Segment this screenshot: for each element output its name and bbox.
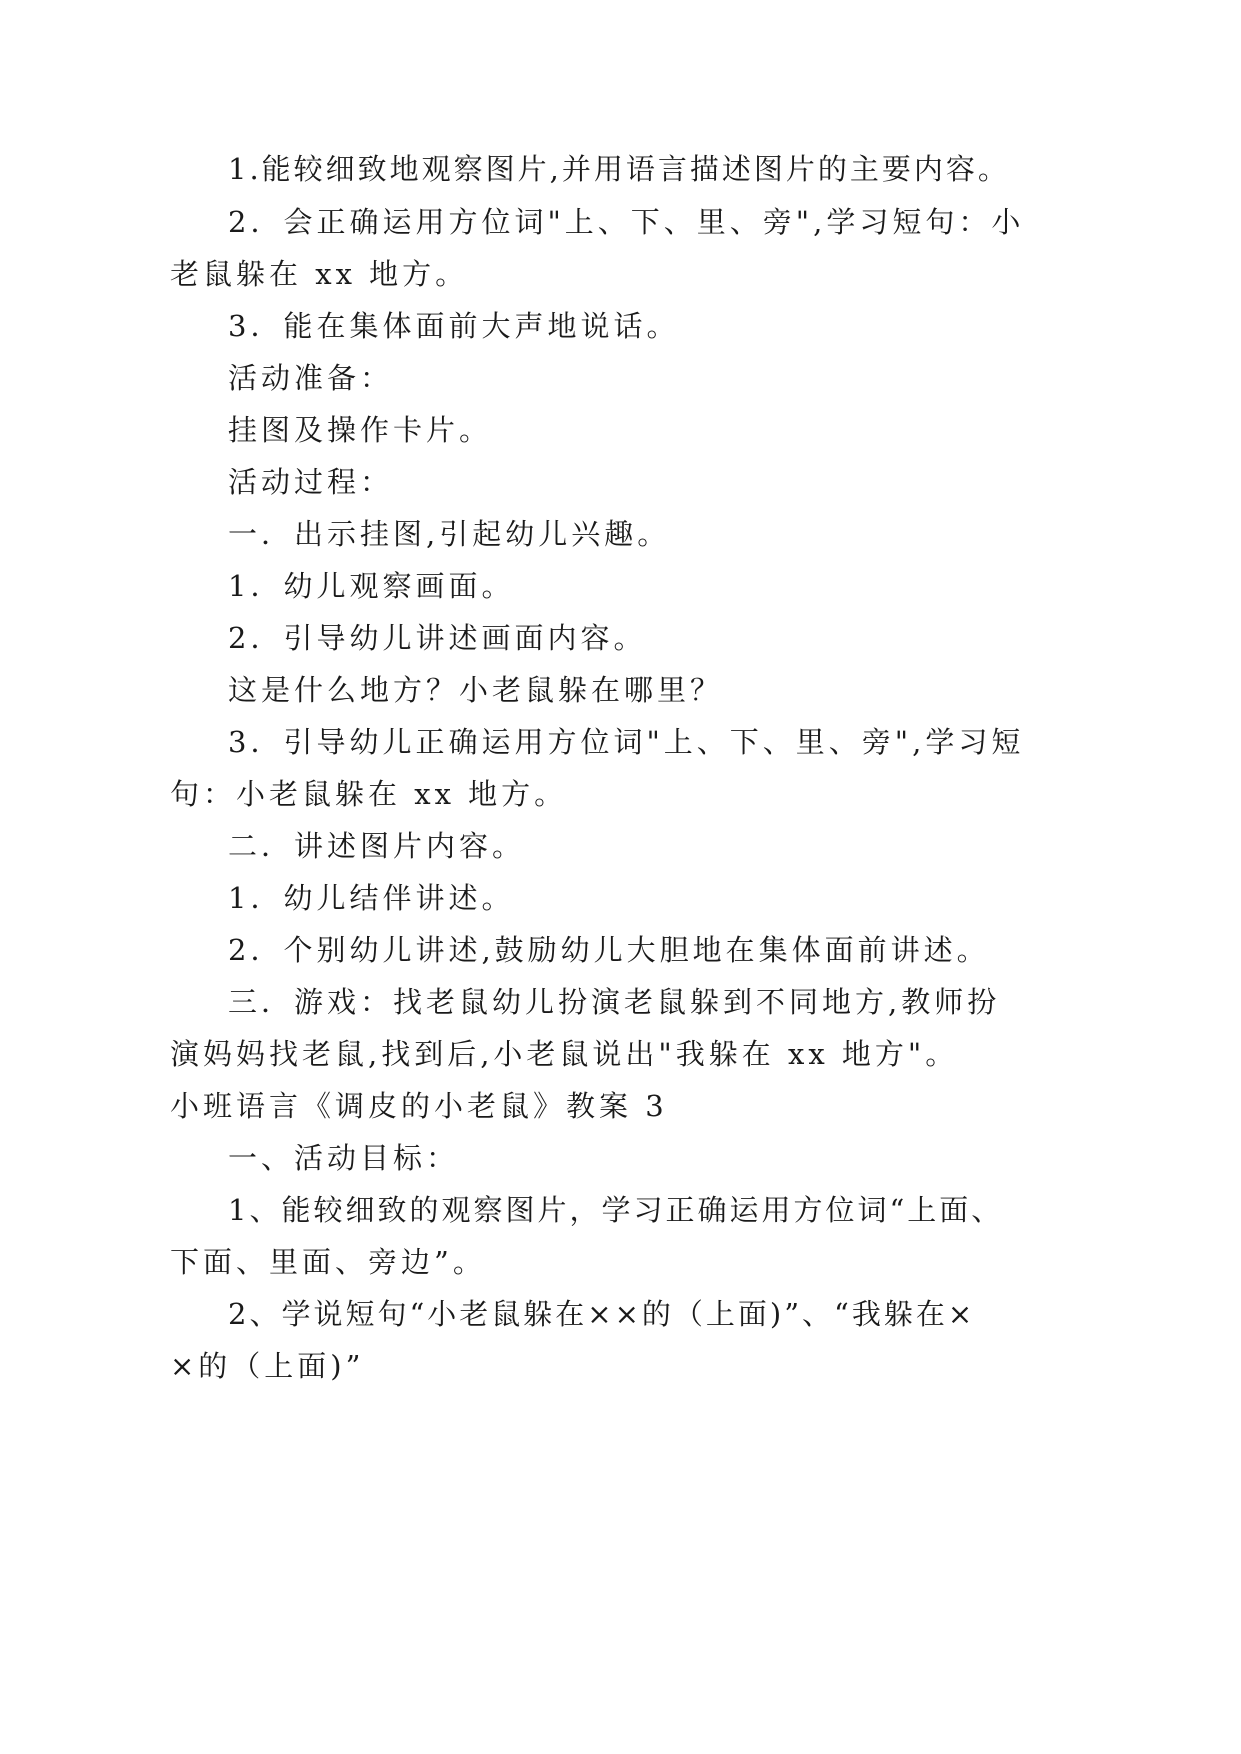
- objective-2-line-1: 2．会正确运用方位词"上、下、里、旁",学习短句：小: [228, 205, 1025, 239]
- step-1-heading: 一．出示挂图,引起幼儿兴趣。: [228, 517, 671, 551]
- step-2-heading: 二．讲述图片内容。: [228, 829, 526, 863]
- objectives-heading: 一、活动目标：: [228, 1141, 460, 1175]
- goal-1-line-1: 1、能较细致的观察图片，学习正确运用方位词“上面、: [228, 1193, 1004, 1227]
- objective-2-line-2: 老鼠躲在 xx 地方。: [170, 257, 469, 291]
- goal-2-line-1: 2、学说短句“小老鼠躲在××的（上面)”、“我躲在×: [228, 1297, 976, 1331]
- goal-2-line-2: ×的（上面)”: [170, 1349, 365, 1383]
- goal-1-line-2: 下面、里面、旁边”。: [170, 1245, 486, 1279]
- question-line: 这是什么地方？小老鼠躲在哪里？: [228, 673, 724, 707]
- step-2-item-1: 1．幼儿结伴讲述。: [228, 881, 515, 915]
- preparation-heading: 活动准备：: [228, 361, 394, 395]
- step-1-item-1: 1．幼儿观察画面。: [228, 569, 515, 603]
- step-1-item-3-line-1: 3．引导幼儿正确运用方位词"上、下、里、旁",学习短: [228, 725, 1025, 759]
- section-title: 小班语言《调皮的小老鼠》教案 3: [170, 1089, 668, 1123]
- step-1-item-3-line-2: 句：小老鼠躲在 xx 地方。: [170, 777, 568, 811]
- step-3-line-2: 演妈妈找老鼠,找到后,小老鼠说出"我躲在 xx 地方"。: [170, 1037, 959, 1071]
- step-2-item-2: 2．个别幼儿讲述,鼓励幼儿大胆地在集体面前讲述。: [228, 933, 990, 967]
- step-3-line-1: 三．游戏：找老鼠幼儿扮演老鼠躲到不同地方,教师扮: [228, 985, 1001, 1019]
- objective-3-line: 3．能在集体面前大声地说话。: [228, 309, 680, 343]
- step-1-item-2: 2．引导幼儿讲述画面内容。: [228, 621, 647, 655]
- process-heading: 活动过程：: [228, 465, 394, 499]
- objective-1-line: 1.能较细致地观察图片,并用语言描述图片的主要内容。: [228, 152, 1010, 186]
- preparation-text: 挂图及操作卡片。: [228, 413, 493, 447]
